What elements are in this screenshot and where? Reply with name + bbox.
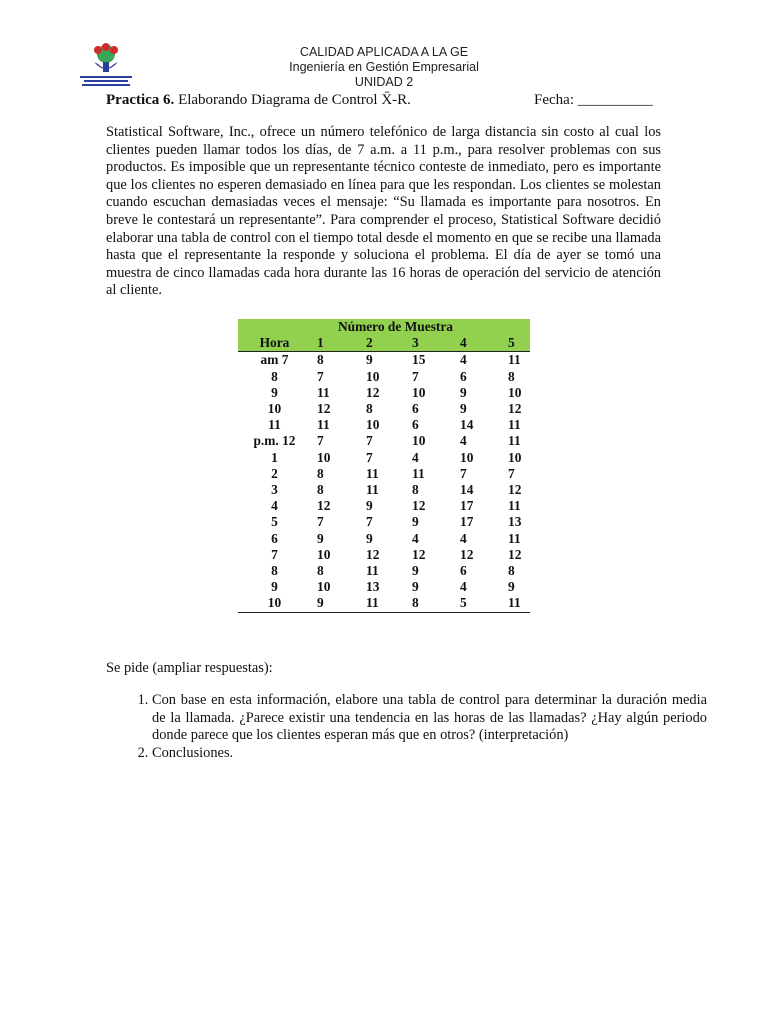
question-item: 1. Con base en esta información, elabore una tabla de control para determinar la duración media de la llamada. ¿Parece existir una tendencia en las horas de las llamadas? ¿Hay algún periodo donde parece que los clientes esperan más que en otros? (interpretación) bbox=[152, 692, 707, 745]
hour-cell: 5 bbox=[271, 514, 278, 530]
table-row bbox=[238, 401, 530, 417]
hour-cell: 3 bbox=[271, 482, 278, 498]
sample-cell: 11 bbox=[504, 595, 530, 612]
table-column-header-row bbox=[238, 335, 530, 352]
hour-cell: 8 bbox=[271, 368, 278, 384]
table-row bbox=[238, 595, 530, 612]
sample-cell: 7 bbox=[508, 465, 515, 481]
table-row bbox=[238, 385, 530, 401]
course-title: CALIDAD APLICADA A LA GE bbox=[299, 45, 469, 59]
sample-cell: 12 bbox=[508, 546, 522, 562]
sample-cell: 11 bbox=[508, 417, 521, 433]
sample-cell: 7 bbox=[412, 368, 419, 384]
sample-cell: 10 bbox=[412, 384, 426, 400]
table-row bbox=[238, 531, 530, 547]
sample-cell: 13 bbox=[366, 579, 380, 595]
sample-cell: 9 bbox=[317, 530, 324, 546]
practice-subtitle: Elaborando Diagrama de Control X̄-R. bbox=[174, 92, 411, 108]
sample-cell: 9 bbox=[366, 498, 373, 514]
sample-cell: 11 bbox=[366, 563, 379, 579]
hour-cell: 10 bbox=[267, 401, 282, 417]
group-header: Número de Muestra bbox=[311, 319, 530, 335]
sample-cell: 4 bbox=[460, 352, 467, 368]
sample-cell: 9 bbox=[412, 563, 419, 579]
sample-cell: 11 bbox=[508, 498, 521, 514]
sample-cell: 8 bbox=[317, 563, 324, 579]
sample-cell: 7 bbox=[366, 433, 373, 449]
sample-cell: 4 bbox=[412, 449, 419, 465]
column-header: 3 bbox=[410, 335, 456, 352]
sample-cell: 10 bbox=[460, 449, 474, 465]
sample-cell: 8 bbox=[410, 595, 456, 612]
hour-cell: 9 bbox=[271, 579, 278, 595]
sample-cell: 11 bbox=[362, 595, 410, 612]
sample-cell: 14 bbox=[460, 417, 474, 433]
sample-cell: 8 bbox=[366, 401, 373, 417]
table-row bbox=[238, 514, 530, 530]
sample-cell: 13 bbox=[508, 514, 522, 530]
sample-cell: 12 bbox=[412, 498, 426, 514]
table-row bbox=[238, 466, 530, 482]
sample-cell: 12 bbox=[366, 546, 380, 562]
table-group-header-row bbox=[238, 319, 530, 335]
sample-cell: 4 bbox=[460, 579, 467, 595]
sample-cell: 12 bbox=[366, 384, 380, 400]
practice-number: Practica 6. bbox=[106, 92, 175, 108]
sample-cell: 11 bbox=[317, 384, 330, 400]
sample-cell: 17 bbox=[460, 498, 474, 514]
sample-cell: 10 bbox=[366, 368, 380, 384]
hour-cell: 7 bbox=[271, 546, 278, 562]
sample-cell: 7 bbox=[366, 449, 373, 465]
sample-cell: 8 bbox=[508, 368, 515, 384]
sample-cell: 4 bbox=[460, 530, 467, 546]
sample-cell: 12 bbox=[317, 498, 331, 514]
table-row bbox=[238, 563, 530, 579]
sample-cell: 8 bbox=[317, 465, 324, 481]
sample-cell: 15 bbox=[412, 352, 426, 368]
hour-cell: 6 bbox=[271, 530, 278, 546]
sample-cell: 4 bbox=[412, 530, 419, 546]
sample-cell: 4 bbox=[460, 433, 467, 449]
sample-cell: 9 bbox=[366, 352, 373, 368]
date-field: Fecha: __________ bbox=[534, 92, 653, 108]
sample-cell: 7 bbox=[317, 514, 324, 530]
column-header: Hora bbox=[238, 335, 311, 352]
sample-cell: 10 bbox=[317, 579, 331, 595]
sample-cell: 9 bbox=[412, 579, 419, 595]
sample-cell: 5 bbox=[456, 595, 504, 612]
unit-label: UNIDAD 2 bbox=[354, 75, 414, 89]
sample-cell: 9 bbox=[412, 514, 419, 530]
sample-cell: 8 bbox=[412, 482, 419, 498]
data-table bbox=[238, 319, 530, 613]
hour-cell: 9 bbox=[271, 384, 278, 400]
sample-cell: 7 bbox=[460, 465, 467, 481]
table-row bbox=[238, 417, 530, 433]
sample-cell: 6 bbox=[412, 401, 419, 417]
hour-cell: 4 bbox=[271, 498, 278, 514]
hour-cell: am 7 bbox=[260, 352, 289, 368]
sample-cell: 6 bbox=[460, 368, 467, 384]
column-header: 2 bbox=[362, 335, 410, 352]
hour-cell: 2 bbox=[271, 465, 278, 481]
sample-cell: 6 bbox=[460, 563, 467, 579]
sample-cell: 8 bbox=[508, 563, 515, 579]
sample-cell: 17 bbox=[460, 514, 474, 530]
question-item: 2. Conclusiones. bbox=[152, 745, 707, 763]
hour-cell: 8 bbox=[271, 563, 278, 579]
sample-cell: 12 bbox=[412, 546, 426, 562]
table-row bbox=[238, 433, 530, 449]
sample-cell: 10 bbox=[317, 546, 331, 562]
hour-cell: 11 bbox=[268, 417, 281, 433]
sample-cell: 12 bbox=[508, 401, 522, 417]
sample-cell: 9 bbox=[366, 530, 373, 546]
sample-cell: 11 bbox=[508, 352, 521, 368]
sample-cell: 10 bbox=[508, 449, 522, 465]
hour-cell: p.m. 12 bbox=[253, 433, 296, 449]
table-row bbox=[238, 450, 530, 466]
sample-cell: 9 bbox=[508, 579, 515, 595]
hour-cell: 1 bbox=[271, 449, 278, 465]
sample-cell: 10 bbox=[366, 417, 380, 433]
sample-cell: 10 bbox=[412, 433, 426, 449]
column-header: 5 bbox=[504, 335, 530, 352]
sample-cell: 11 bbox=[508, 530, 521, 546]
hour-cell: 10 bbox=[238, 595, 311, 612]
column-header: 1 bbox=[311, 335, 362, 352]
table-row bbox=[238, 352, 530, 369]
sample-cell: 12 bbox=[460, 546, 474, 562]
sample-cell: 11 bbox=[366, 465, 379, 481]
sample-cell: 10 bbox=[317, 449, 331, 465]
table-row bbox=[238, 369, 530, 385]
sample-cell: 10 bbox=[508, 384, 522, 400]
sample-cell: 11 bbox=[508, 433, 521, 449]
column-header: 4 bbox=[456, 335, 504, 352]
table-row bbox=[238, 498, 530, 514]
sample-cell: 7 bbox=[317, 368, 324, 384]
sample-cell: 8 bbox=[317, 482, 324, 498]
sample-cell: 6 bbox=[412, 417, 419, 433]
question-list bbox=[106, 692, 707, 762]
sample-cell: 8 bbox=[317, 352, 324, 368]
sample-cell: 7 bbox=[366, 514, 373, 530]
sample-cell: 12 bbox=[508, 482, 522, 498]
problem-statement: Statistical Software, Inc., ofrece un número telefónico de larga distancia sin costo al cual los clientes pueden llamar todos los días, de 7 a.m. a 11 p.m., para resolver problemas con sus productos. Es imposible que un representante técnico conteste de inmediato, pero es importante que los clientes no esperen demasiado en línea para que les respondan. Los clientes se molestan cuando escuchan demasiadas veces el mensaje: “Su llamada es importante para nosotros. En breve le contestará un representante”. Para comprender el proceso, Statistical Software decidió elaborar una tabla de control con el tiempo total desde el momento en que se recibe una llamada hasta que el representante la responde y soluciona el problema. El día de ayer se tomó una muestra de cinco llamadas cada hora durante las 16 horas de operación del servicio de atención al cliente. bbox=[106, 124, 661, 299]
sample-cell: 11 bbox=[412, 465, 425, 481]
sample-cell: 14 bbox=[460, 482, 474, 498]
program-name: Ingeniería en Gestión Empresarial bbox=[289, 60, 479, 74]
table-row bbox=[238, 547, 530, 563]
sample-cell: 9 bbox=[311, 595, 362, 612]
sample-cell: 12 bbox=[317, 401, 331, 417]
sample-cell: 11 bbox=[317, 417, 330, 433]
table-row bbox=[238, 579, 530, 595]
sample-cell: 11 bbox=[366, 482, 379, 498]
sample-cell: 9 bbox=[460, 401, 467, 417]
sample-cell: 7 bbox=[317, 433, 324, 449]
table-row bbox=[238, 482, 530, 498]
sample-cell: 9 bbox=[460, 384, 467, 400]
instructions-heading: Se pide (ampliar respuestas): bbox=[106, 660, 273, 676]
